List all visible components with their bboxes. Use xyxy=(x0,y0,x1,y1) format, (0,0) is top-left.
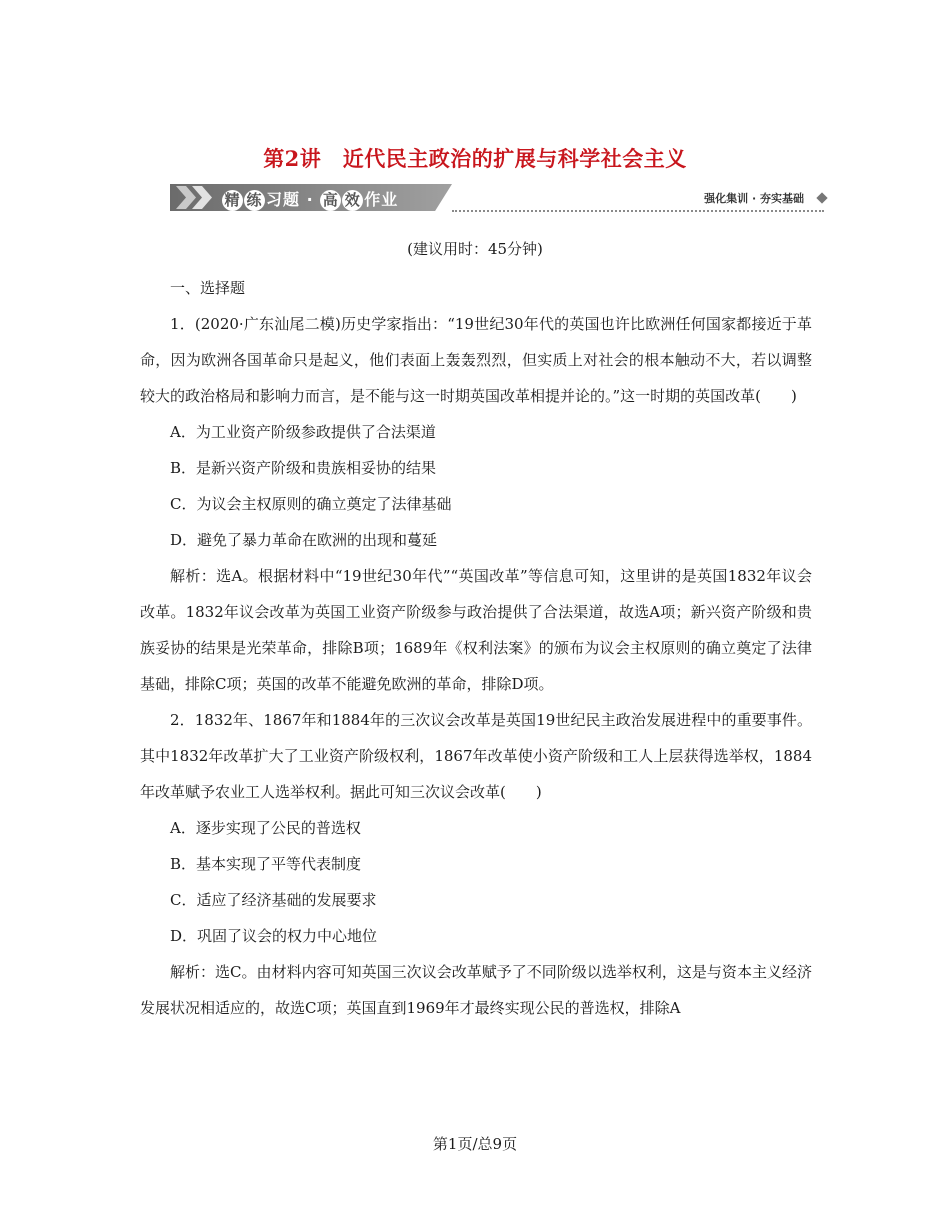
question-content xyxy=(140,270,812,1026)
banner-label xyxy=(222,187,398,211)
banner-circle-char: 精 xyxy=(222,190,243,211)
page-number: 第1页/总9页 xyxy=(432,1135,518,1153)
option-a: A．为工业资产阶级参政提供了合法渠道 xyxy=(170,423,436,441)
option-a: A．逐步实现了公民的普选权 xyxy=(170,819,361,837)
option-b: B．基本实现了平等代表制度 xyxy=(170,855,362,873)
suggested-time: (建议用时：45分钟) xyxy=(407,240,543,258)
option-c: C．适应了经济基础的发展要求 xyxy=(170,891,377,909)
section-heading: 一、选择题 xyxy=(170,279,246,297)
answer-analysis: 解析：选A。根据材料中“19世纪30年代”“英国改革”等信息可知，这里讲的是英国1832年议会改革。1832年议会改革为英国工业资产阶级参与政治提供了合法渠道，故选A项；新兴资产阶级和贵族妥协的结果是光荣革命，排除B项；1689年《权利法案》的颁布为议会主权原则的确立奠定了法律基础，排除C项；英国的改革不能避免欧洲的革命，排除D项。 xyxy=(140,567,812,693)
option-b: B．是新兴资产阶级和贵族相妥协的结果 xyxy=(170,459,437,477)
option-c: C．为议会主权原则的确立奠定了法律基础 xyxy=(170,495,452,513)
banner-dotted-line xyxy=(452,210,824,212)
section-banner xyxy=(170,182,830,214)
banner-circle-char: 高 xyxy=(320,190,341,211)
option-d: D．巩固了议会的权力中心地位 xyxy=(170,927,378,945)
banner-subtitle: 强化集训 · 夯实基础 xyxy=(704,192,804,205)
banner-text-segment: 习题 · xyxy=(266,190,321,209)
chevron-arrows-icon xyxy=(174,184,222,211)
diamond-icon xyxy=(816,192,827,203)
banner-circle-char: 练 xyxy=(244,190,265,211)
question-stem: 2．1832年、1867年和1884年的三次议会改革是英国19世纪民主政治发展进程中的重要事件。其中1832年改革扩大了工业资产阶级权利，1867年改革使小资产阶级和工人上层获得选举权，1884年改革赋予农业工人选举权利。据此可知三次议会改革( ) xyxy=(140,711,812,801)
banner-circle-char: 效 xyxy=(342,190,363,211)
answer-analysis: 解析：选C。由材料内容可知英国三次议会改革赋予了不同阶级以选举权利，这是与资本主义经济发展状况相适应的，故选C项；英国直到1969年才最终实现公民的普选权，排除A xyxy=(140,963,812,1017)
question-stem: 1．(2020·广东汕尾二模)历史学家指出：“19世纪30年代的英国也许比欧洲任何国家都接近于革命，因为欧洲各国革命只是起义，他们表面上轰轰烈烈，但实质上对社会的根本触动不大，若以调整较大的政治格局和影响力而言，是不能与这一时期英国改革相提并论的。”这一时期的英国改革( ) xyxy=(140,315,812,405)
lesson-title: 第2讲 近代民主政治的扩展与科学社会主义 xyxy=(263,146,687,171)
option-d: D．避免了暴力革命在欧洲的出现和蔓延 xyxy=(170,531,438,549)
banner-text-segment: 作业 xyxy=(364,190,399,209)
